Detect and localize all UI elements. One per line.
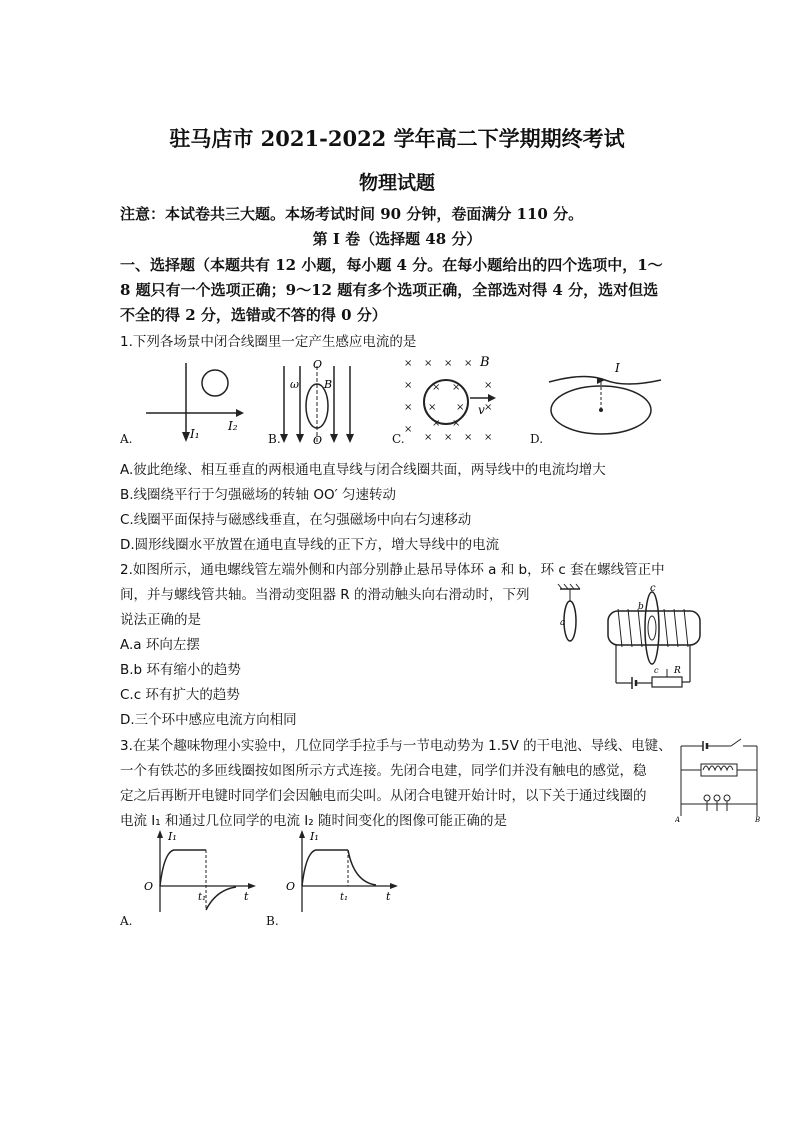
q1-option-c: C.线圈平面保持与磁感线垂直，在匀强磁场中向右匀速移动 (120, 512, 472, 528)
q3-line-3: 定之后再断开电键时同学们会因触电而尖叫。从闭合电键开始计时，以下关于通过线圈的 (120, 788, 647, 804)
svg-text:ω: ω (290, 378, 299, 391)
svg-text:×: × (444, 358, 453, 369)
svg-text:c: c (650, 583, 656, 594)
q1-figure-d (545, 360, 665, 442)
q1-figure-b-label: B. (268, 432, 281, 446)
svg-text:×: × (464, 432, 473, 443)
q1-figure-c (398, 354, 498, 446)
q3-circuit-figure (675, 736, 763, 822)
svg-text:×: × (484, 380, 493, 391)
q3-line-1: 3.在某个趣味物理小实验中，几位同学手拉手与一节电动势为 1.5V 的干电池、导线、电键、 (120, 738, 672, 754)
q1-option-a: A.彼此绝缘、相互垂直的两根通电直导线与闭合线圈共面，两导线中的电流均增大 (120, 462, 606, 478)
svg-text:×: × (456, 402, 465, 413)
svg-text:a: a (560, 618, 566, 628)
svg-text:×: × (404, 424, 413, 435)
svg-text:B: B (480, 355, 490, 370)
svg-text:×: × (424, 358, 433, 369)
svg-text:B: B (324, 378, 333, 391)
q3-line-2: 一个有铁芯的多匝线圈按如图所示方式连接。先闭合电建，同学们并没有触电的感觉，稳 (120, 763, 647, 779)
section-heading: 第 I 卷（选择题 48 分） (312, 230, 482, 248)
svg-text:R: R (674, 666, 681, 676)
svg-text:O: O (144, 880, 154, 893)
q2-option-a: A.a 环向左摆 (120, 637, 200, 653)
svg-text:×: × (428, 402, 437, 413)
svg-text:I₁: I₁ (168, 830, 177, 843)
q2-line-3: 说法正确的是 (120, 612, 201, 628)
svg-text:O: O (313, 434, 323, 447)
svg-text:A: A (675, 816, 681, 822)
svg-text:O: O (286, 880, 296, 893)
svg-text:×: × (452, 382, 461, 393)
q3-graph-b-label: B. (266, 914, 279, 928)
q1-figure-b (272, 358, 362, 448)
svg-text:B: B (755, 816, 761, 822)
q1-option-b: B.线圈绕平行于匀强磁场的转轴 OO′ 匀速转动 (120, 487, 396, 503)
svg-text:×: × (424, 432, 433, 443)
q2-option-b: B.b 环有缩小的趋势 (120, 662, 241, 678)
svg-text:×: × (444, 432, 453, 443)
q1-figure-a-label: A. (120, 432, 133, 446)
svg-text:×: × (452, 418, 461, 429)
q2-line-2: 间，并与螺线管共轴。当滑动变阻器 R 的滑动触头向右滑动时，下列 (120, 587, 530, 603)
q3-line-4: 电流 I₁ 和通过几位同学的电流 I₂ 随时间变化的图像可能正确的是 (120, 813, 507, 829)
svg-text:×: × (432, 418, 441, 429)
instruction-line-1: 一、选择题（本题共有 12 小题，每小题 4 分。在每小题给出的四个选项中，1～ (120, 256, 663, 274)
exam-notice: 注意：本试卷共三大题。本场考试时间 90 分钟，卷面满分 110 分。 (120, 205, 584, 223)
instruction-line-2: 8 题只有一个选项正确；9～12 题有多个选项正确，全部选对得 4 分，选对但选 (120, 281, 659, 299)
svg-text:c: c (654, 666, 659, 675)
svg-text:b: b (638, 602, 644, 612)
svg-text:I₁: I₁ (190, 427, 200, 441)
svg-text:×: × (484, 402, 493, 413)
q2-line-1: 2.如图所示，通电螺线管左端外侧和内部分别静止悬吊导体环 a 和 b，环 c 套在螺线管正中 (120, 562, 665, 578)
svg-text:t: t (386, 890, 391, 903)
svg-text:t₁: t₁ (340, 892, 349, 903)
q3-graph-a-label: A. (120, 914, 133, 928)
svg-text:×: × (404, 402, 413, 413)
svg-text:O: O (313, 358, 323, 371)
svg-text:×: × (432, 382, 441, 393)
svg-text:I: I (615, 361, 620, 375)
q1-figure-a (118, 358, 248, 448)
svg-text:×: × (484, 432, 493, 443)
q1-stem: 1.下列各场景中闭合线圈里一定产生感应电流的是 (120, 334, 417, 350)
svg-text:×: × (404, 380, 413, 391)
svg-text:×: × (464, 358, 473, 369)
q2-solenoid-figure (556, 583, 706, 693)
exam-title: 驻马店市 2021-2022 学年高二下学期期终考试 (169, 126, 625, 151)
svg-text:t₁: t₁ (198, 892, 207, 903)
svg-text:v: v (478, 403, 485, 417)
svg-text:I₁: I₁ (310, 830, 319, 843)
q2-option-d: D.三个环中感应电流方向相同 (120, 712, 297, 728)
q1-figure-c-label: C. (392, 432, 405, 446)
svg-text:I₂: I₂ (228, 419, 238, 433)
svg-text:t: t (244, 890, 249, 903)
instruction-line-3: 不全的得 2 分，选错或不答的得 0 分） (120, 306, 387, 324)
q3-graph-a (140, 828, 260, 916)
exam-subtitle: 物理试题 (358, 172, 435, 194)
svg-text:×: × (404, 358, 413, 369)
q3-graph-b (282, 828, 402, 916)
q1-option-d: D.圆形线圈水平放置在通电直导线的正下方，增大导线中的电流 (120, 537, 500, 553)
q2-option-c: C.c 环有扩大的趋势 (120, 687, 240, 703)
q1-figure-d-label: D. (530, 432, 544, 446)
